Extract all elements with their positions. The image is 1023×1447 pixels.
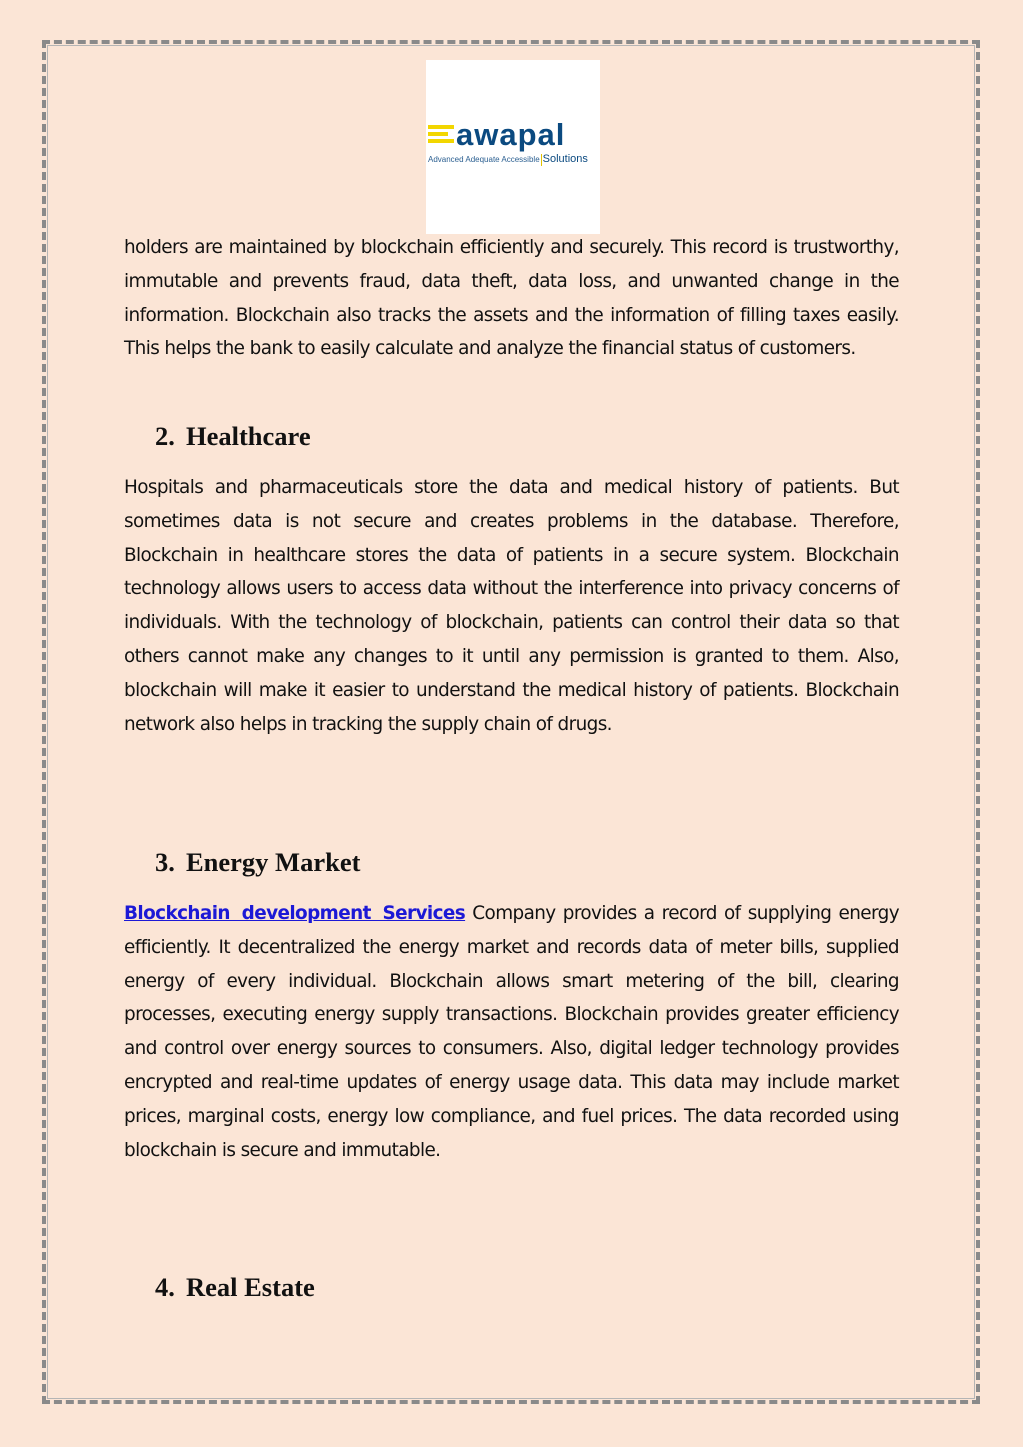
- logo-tagline-text: Advanced Adequate Accessible: [428, 155, 540, 164]
- energy-heading: [155, 847, 360, 877]
- real-estate-heading: [155, 1272, 315, 1302]
- energy-paragraph-text: Company provides a record of supplying energy efficiently. It decentralized the energy market and records data of meter bills, supplied energy of every individual. Blockchain allows smart metering of the bill, clearing processes, executing energy supply transactions. Blockchain provides greater efficiency and control over energy sources to consumers. Also, digital ledger technology provides encrypted and real-time updates of energy usage data. This data may include market prices, marginal costs, energy low compliance, and fuel prices. The data recorded using blockchain is secure and immutable.: [124, 903, 900, 1161]
- logo-brand-name: awapal: [456, 117, 566, 152]
- healthcare-title: Healthcare: [186, 421, 311, 451]
- intro-paragraph-block: [124, 231, 899, 366]
- logo-divider: [541, 154, 542, 166]
- energy-number: 3.: [155, 847, 175, 877]
- healthcare-number: 2.: [155, 421, 175, 451]
- energy-paragraph: [124, 897, 899, 1167]
- company-logo: [426, 60, 600, 234]
- healthcare-paragraph-block: [124, 471, 899, 741]
- healthcare-paragraph: Hospitals and pharmaceuticals store the data and medical history of patients. But sometimes data is not secure and creates problems in the database. Therefore, Blockchain in healthcare stores the data of patients in a secure system. Blockchain technology allows users to access data without the interference into privacy concerns of individuals. With the technology of blockchain, patients can control their data so that others cannot make any changes to it until any permission is granted to them. Also, blockchain will make it easier to understand the medical history of patients. Blockchain network also helps in tracking the supply chain of drugs.: [124, 477, 899, 735]
- intro-paragraph: holders are maintained by blockchain efficiently and securely. This record is trustworthy, immutable and prevents fraud, data theft, data loss, and unwanted change in the information. Blockchain also tracks the assets and the information of filling taxes easily. This helps the bank to easily calculate and analyze the financial status of customers.: [124, 237, 899, 360]
- blockchain-services-link[interactable]: Blockchain development Services: [124, 903, 466, 924]
- energy-paragraph-block: [124, 897, 899, 1167]
- energy-title: Energy Market: [186, 847, 361, 877]
- logo-stripes-icon: [428, 125, 456, 147]
- real-estate-number: 4.: [155, 1272, 175, 1302]
- logo-suffix: Solutions: [542, 153, 588, 165]
- logo-tagline: [428, 153, 600, 166]
- healthcare-heading: [155, 421, 311, 451]
- real-estate-title: Real Estate: [186, 1272, 315, 1302]
